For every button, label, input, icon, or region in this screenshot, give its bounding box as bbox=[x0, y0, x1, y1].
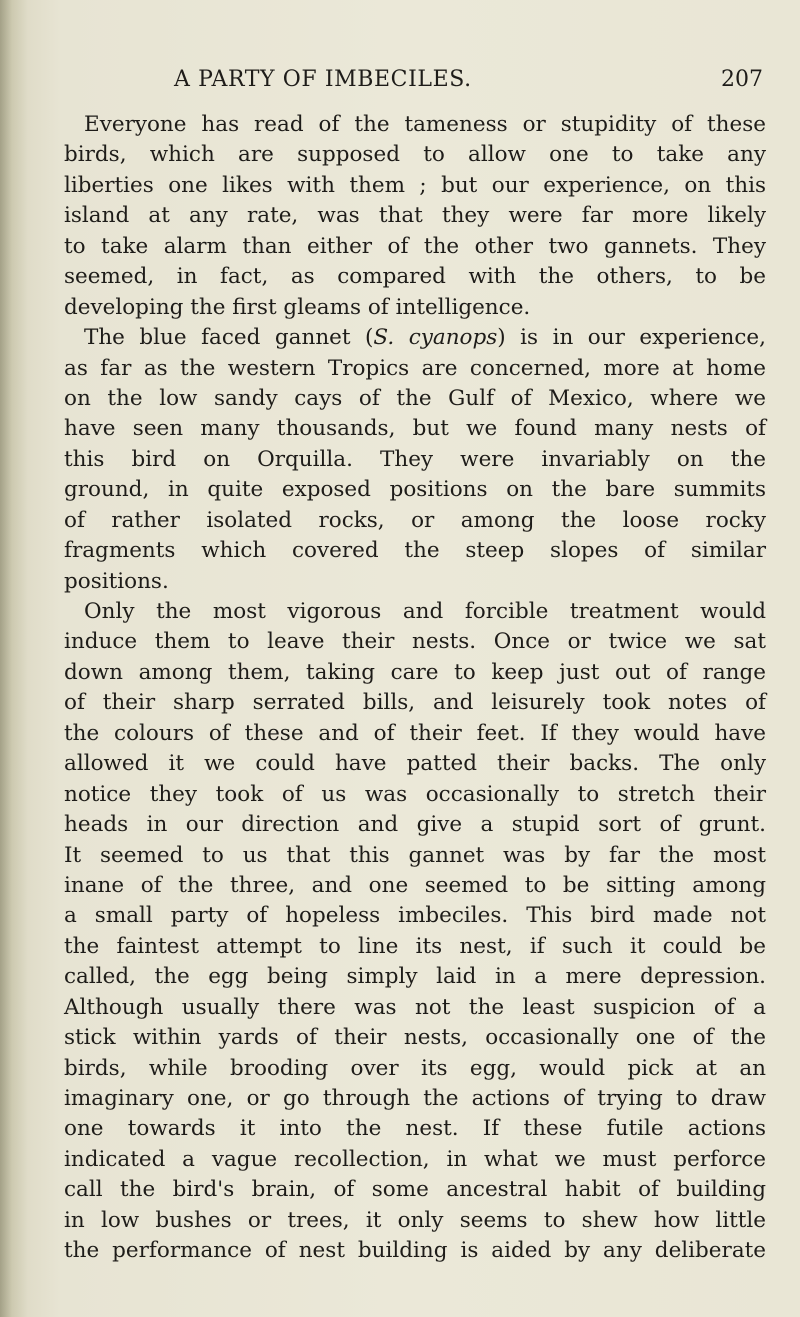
text-line: as far as the western Tropics are concerned, more at home bbox=[64, 355, 766, 381]
text-line: imaginary one, or go through the actions of trying to draw bbox=[64, 1086, 766, 1111]
text-line: this bird on Orquilla. They were invariably on the bbox=[64, 446, 766, 472]
text-line: positions. bbox=[64, 568, 169, 594]
text-line: The blue faced gannet (S. cyanops) is in our experience, bbox=[84, 325, 766, 351]
text-line: one towards it into the nest. If these futile actions bbox=[64, 1116, 766, 1142]
text-line: stick within yards of their nests, occasionally one of the bbox=[64, 1025, 766, 1051]
text-line: island at any rate, was that they were far more likely bbox=[64, 203, 766, 229]
text-line: inane of the three, and one seemed to be sitting among bbox=[64, 872, 766, 898]
text-line: developing the first gleams of intelligence. bbox=[64, 294, 531, 320]
species-name: S. cyanops bbox=[373, 325, 498, 351]
page-header bbox=[60, 67, 763, 97]
text-line: the performance of nest building is aided by any deliberate bbox=[64, 1238, 766, 1264]
text-line: Only the most vigorous and forcible treatment would bbox=[84, 599, 766, 624]
text-line: liberties one likes with them ; but our experience, on this bbox=[64, 172, 766, 198]
text-line: Everyone has read of the tameness or stupidity of these bbox=[84, 112, 766, 137]
text-line: the faintest attempt to line its nest, if such it could be bbox=[64, 933, 766, 959]
text-line: have seen many thousands, but we found many nests of bbox=[64, 416, 766, 442]
text-line: the colours of these and of their feet. If they would have bbox=[64, 720, 766, 746]
binding-shadow bbox=[0, 0, 28, 1317]
text-line: of their sharp serrated bills, and leisurely took notes of bbox=[64, 690, 766, 716]
body-text bbox=[64, 110, 766, 1267]
text-line: It seemed to us that this gannet was by far the most bbox=[64, 842, 766, 868]
text-line: a small party of hopeless imbeciles. This bird made not bbox=[64, 903, 766, 929]
text-line: indicated a vague recollection, in what we must perforce bbox=[64, 1146, 766, 1172]
text-line: birds, while brooding over its egg, would pick at an bbox=[64, 1055, 766, 1081]
text-line: called, the egg being simply laid in a mere depression. bbox=[64, 964, 766, 990]
text-line: Although usually there was not the least suspicion of a bbox=[64, 994, 766, 1020]
page-number: 207 bbox=[721, 67, 763, 92]
text-line: allowed it we could have patted their backs. The only bbox=[64, 751, 766, 777]
text-line: birds, which are supposed to allow one to take any bbox=[64, 142, 766, 168]
text-line: fragments which covered the steep slopes of similar bbox=[64, 538, 766, 564]
text-line: seemed, in fact, as compared with the others, to be bbox=[64, 264, 766, 290]
running-title: A PARTY OF IMBECILES. bbox=[174, 67, 472, 92]
text-line: on the low sandy cays of the Gulf of Mexico, where we bbox=[64, 385, 766, 411]
text-line: notice they took of us was occasionally to stretch their bbox=[64, 781, 766, 807]
text-line: down among them, taking care to keep just out of range bbox=[64, 659, 766, 685]
text-line: in low bushes or trees, it only seems to shew how little bbox=[64, 1207, 766, 1233]
text-line: to take alarm than either of the other two gannets. They bbox=[64, 233, 766, 259]
text-line: ground, in quite exposed positions on the bare summits bbox=[64, 477, 766, 503]
text-line: induce them to leave their nests. Once or twice we sat bbox=[64, 629, 766, 655]
text-line: of rather isolated rocks, or among the loose rocky bbox=[64, 507, 766, 533]
text-line: heads in our direction and give a stupid sort of grunt. bbox=[64, 812, 766, 838]
text-line: call the bird's brain, of some ancestral habit of building bbox=[64, 1177, 766, 1203]
